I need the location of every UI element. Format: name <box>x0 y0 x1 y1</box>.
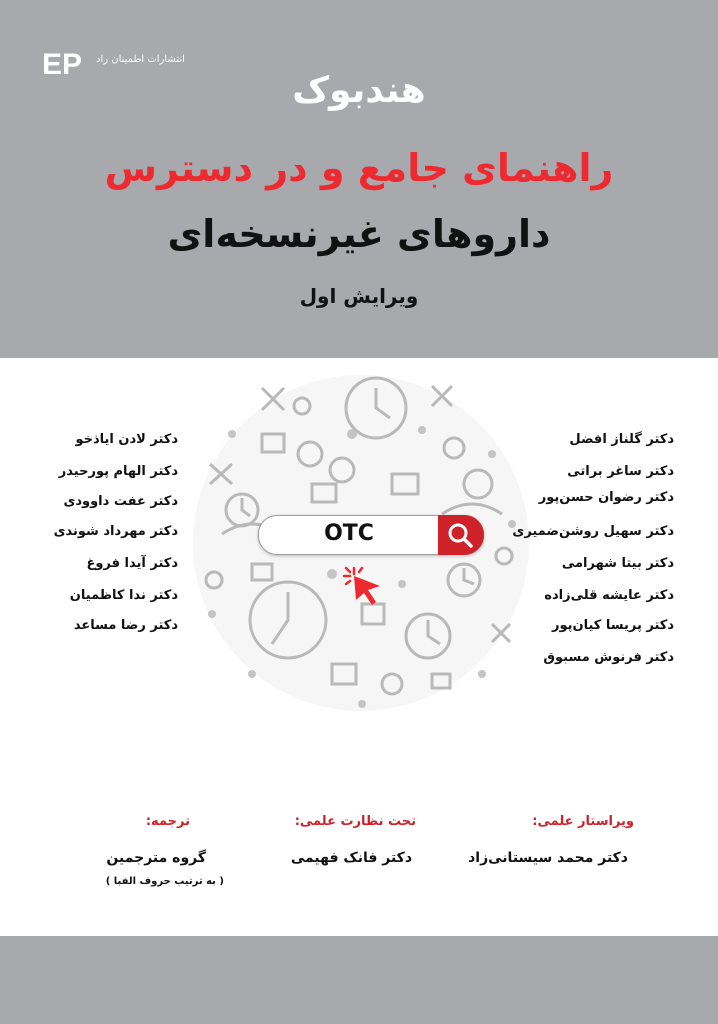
author-name: دکتر ندا کاظمیان <box>69 588 178 603</box>
author-name: دکتر ساغر براتی <box>567 464 674 479</box>
publisher-name: انتشارات اطمینان راد <box>96 54 185 65</box>
author-name: دکتر لادن ایاذخو <box>75 432 178 447</box>
author-name: دکتر الهام پورحیدر <box>58 464 178 479</box>
edition-label: ویرایش اول <box>299 284 419 308</box>
footer-band <box>0 936 718 1024</box>
author-name: دکتر بیتا شهرامی <box>561 556 674 571</box>
search-icon <box>438 515 484 555</box>
author-name: دکتر مهرداد شوندی <box>53 524 178 539</box>
author-name: دکتر سهیل روشن‌ضمیری <box>512 524 674 539</box>
title-line-3: داروهای غیرنسخه‌ای <box>167 212 551 256</box>
supervisor-name: دکتر فانک فهیمی <box>290 850 412 866</box>
editor-name: دکتر محمد سیستانی‌زاد <box>468 850 628 866</box>
title-line-1: هندبوک <box>292 70 426 111</box>
author-name: دکتر رضا مساعد <box>73 618 178 633</box>
translation-name: گروه مترجمین <box>106 850 206 866</box>
author-name: دکتر عفت داوودی <box>63 494 178 509</box>
search-bar[interactable] <box>258 515 484 555</box>
author-name: دکتر رضوان حسن‌پور <box>538 490 674 505</box>
svg-text:EP: EP <box>42 48 83 81</box>
author-name: دکتر آیدا فروغ <box>86 556 178 571</box>
author-name: دکتر پریسا کیان‌پور <box>552 618 674 633</box>
search-button[interactable] <box>438 515 484 555</box>
translation-note: ( به ترتیب حروف الفبا ) <box>105 876 224 887</box>
cursor-click-icon <box>340 562 388 610</box>
supervisor-title: تحت نظارت علمی: <box>294 814 416 829</box>
editor-title: ویراستار علمی: <box>532 814 634 829</box>
search-query-text: OTC <box>324 521 374 546</box>
author-name: دکتر گلناز افضل <box>569 432 674 447</box>
author-name: دکتر فرنوش مسبوق <box>543 650 674 665</box>
author-name: دکتر عایشه قلی‌زاده <box>544 588 674 603</box>
translation-title: ترجمه: <box>145 814 190 829</box>
title-line-2: راهنمای جامع و در دسترس <box>104 146 614 190</box>
